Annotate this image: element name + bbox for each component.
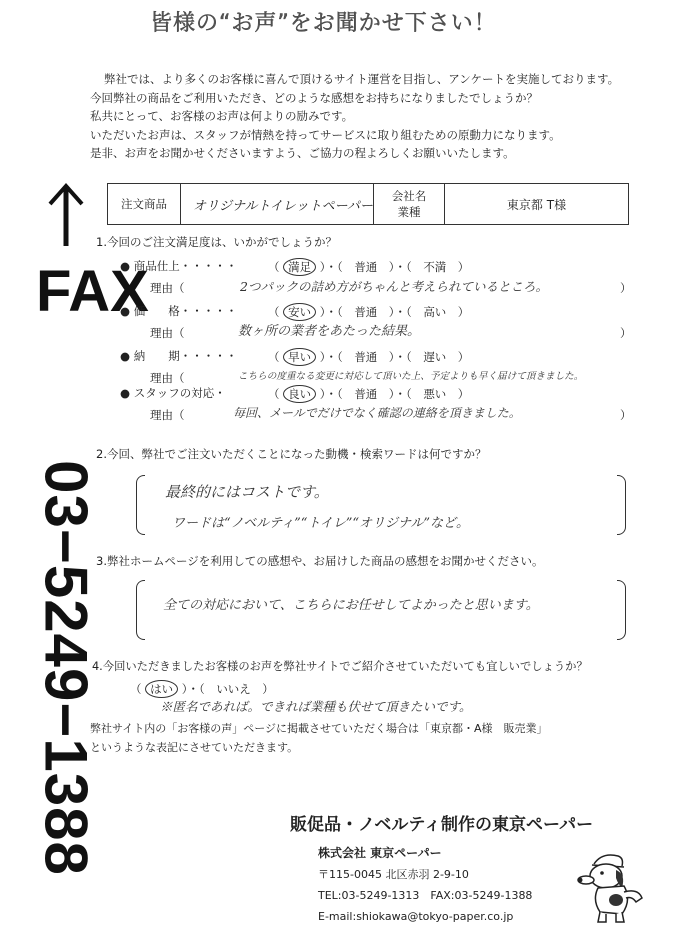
q1-reason-finish: 2つパックの詰め方がちゃんと考えられているところ。 bbox=[240, 279, 548, 294]
q4-opt-no: いいえ bbox=[216, 682, 251, 696]
company-industry-labels bbox=[374, 184, 445, 225]
customer-name: 東京都 T様 bbox=[445, 184, 629, 225]
q1-opt-selected: 安い bbox=[283, 303, 316, 321]
q1-options-staff: （ 良い ）・（ 普通 ）・（ 悪い ） bbox=[268, 387, 470, 401]
q1-opt-selected: 早い bbox=[283, 348, 316, 366]
q1-opt: 普通 bbox=[354, 305, 378, 319]
bracket-left bbox=[136, 475, 145, 535]
q1-opt: 普通 bbox=[354, 387, 378, 401]
q1-opt-selected: 満足 bbox=[283, 258, 316, 276]
q4-footer2: というような表記にさせていただきます。 bbox=[90, 741, 299, 754]
intro-line: いただいたお声は、スタッフが情熱を持ってサービスに取り組むための原動力になります。 bbox=[90, 127, 561, 142]
q1-item-delivery bbox=[120, 348, 237, 364]
company-zip: 〒115-0045 北区赤羽 2-9-10 bbox=[318, 868, 469, 881]
q2-answer-line2: ワードは“ノベルティ”“トイレ”“オリジナル”など。 bbox=[172, 516, 470, 531]
intro-line: 私共にとって、お客様のお声は何よりの励みです。 bbox=[90, 109, 354, 124]
company-email: E-mail:shiokawa@tokyo-paper.co.jp bbox=[318, 910, 514, 923]
q1-reason-price: 数ヶ所の業者をあたった結果。 bbox=[238, 324, 421, 339]
q1-opt: 普通 bbox=[354, 350, 378, 364]
intro-line: 弊社では、より多くのお客様に喜んで頂けるサイト運営を目指し、アンケートを実施しております。 bbox=[104, 72, 620, 86]
q1-reason-label: 理由（ bbox=[150, 281, 185, 295]
intro-line: 是非、お声をお聞かせくださいますよう、ご協力の程よろしくお願いいたします。 bbox=[90, 146, 515, 161]
q1-reason-label: 理由（ bbox=[150, 371, 185, 385]
q1-opt: 遅い bbox=[423, 350, 447, 364]
q1-opt-selected: 良い bbox=[283, 385, 316, 403]
q1-reason-staff: 毎回、メールでだけでなく確認の連絡を頂きました。 bbox=[233, 406, 521, 420]
q1-options-finish: （ 満足 ）・（ 普通 ）・（ 不満 ） bbox=[268, 260, 470, 274]
company-slogan: 販促品・ノベルティ制作の東京ペーパー bbox=[290, 815, 594, 835]
q1-opt: 悪い bbox=[423, 387, 447, 401]
product-label: 注文商品 bbox=[108, 184, 181, 225]
q1-options-delivery: （ 早い ）・（ 普通 ）・（ 遅い ） bbox=[268, 350, 470, 364]
close-paren: ） bbox=[620, 281, 632, 295]
company-block bbox=[290, 810, 593, 835]
close-paren: ） bbox=[620, 326, 632, 340]
q4-footer1: 弊社サイト内の「お客様の声」ページに掲載させていただく場合は「東京都・A様 販売業」 bbox=[90, 722, 548, 735]
q1-options-price: （ 安い ）・（ 普通 ）・（ 高い ） bbox=[268, 305, 470, 319]
q1-reason-delivery: こちらの度重なる変更に対応して頂いた上、予定よりも早く届けて頂きました。 bbox=[238, 371, 584, 382]
q2-question: 2.今回、弊社でご注文いただくことになった動機・検索ワードは何ですか？ bbox=[96, 447, 487, 461]
company-address-block bbox=[318, 843, 532, 927]
q4-opt-yes: はい bbox=[145, 680, 178, 698]
fax-number-text: 03−5249−1388 bbox=[32, 460, 100, 876]
company-tel-fax: TEL:03-5249-1313 FAX:03-5249-1388 bbox=[318, 889, 533, 902]
product-value: オリジナルトイレットペーパー bbox=[181, 184, 374, 225]
q2-answer-line1: 最終的にはコストです。 bbox=[165, 483, 329, 501]
company-label: 会社名 bbox=[391, 189, 427, 203]
page-title: 皆様の“お声”をお聞かせ下さい！ bbox=[150, 11, 497, 36]
q3-question: 3.弊社ホームページを利用しての感想や、お届けした商品の感想をお聞かせください。 bbox=[96, 554, 544, 568]
industry-label: 業種 bbox=[397, 205, 421, 219]
q1-item-price bbox=[120, 303, 237, 319]
q1-item-label: ● 価 格・・・・・ bbox=[120, 304, 238, 318]
q1-item-label: ● 商品仕上・・・・・ bbox=[120, 259, 238, 273]
fax-label: FAX bbox=[36, 259, 149, 324]
q1-reason-label: 理由（ bbox=[150, 408, 185, 422]
q1-item-label: ● スタッフの対応・ bbox=[120, 386, 226, 400]
q1-item-finish bbox=[120, 258, 237, 274]
intro-line: 今回弊社の商品をご利用いただき、どのような感想をお持ちになりましたでしょうか？ bbox=[90, 90, 539, 105]
q4-options: （ はい ）・（ いいえ ） bbox=[130, 682, 274, 696]
q1-question: 1.今回のご注文満足度は、いかがでしょうか？ bbox=[96, 235, 337, 249]
q1-opt: 高い bbox=[423, 305, 447, 319]
close-paren: ） bbox=[620, 408, 632, 422]
bracket-right bbox=[617, 580, 626, 640]
dog-mascot-icon bbox=[572, 848, 652, 928]
q1-opt: 不満 bbox=[423, 260, 447, 274]
bracket-right bbox=[617, 475, 626, 535]
intro-text bbox=[90, 70, 619, 163]
up-arrow-icon bbox=[40, 180, 92, 250]
q1-opt: 普通 bbox=[354, 260, 378, 274]
q1-item-staff bbox=[120, 385, 226, 401]
q3-answer: 全ての対応において、こちらにお任せしてよかったと思います。 bbox=[163, 598, 539, 613]
q1-reason-label: 理由（ bbox=[150, 326, 185, 340]
company-name: 株式会社 東京ペーパー bbox=[318, 846, 442, 860]
q1-item-label: ● 納 期・・・・・ bbox=[120, 349, 238, 363]
q4-note: ※匿名であれば。できれば業種も伏せて頂きたいです。 bbox=[160, 699, 472, 714]
bracket-left bbox=[136, 580, 145, 640]
q4-question: 4.今回いただきましたお客様のお声を弊社サイトでご紹介させていただいても宜しいでしょうか？ bbox=[92, 660, 588, 673]
order-table bbox=[107, 183, 629, 225]
